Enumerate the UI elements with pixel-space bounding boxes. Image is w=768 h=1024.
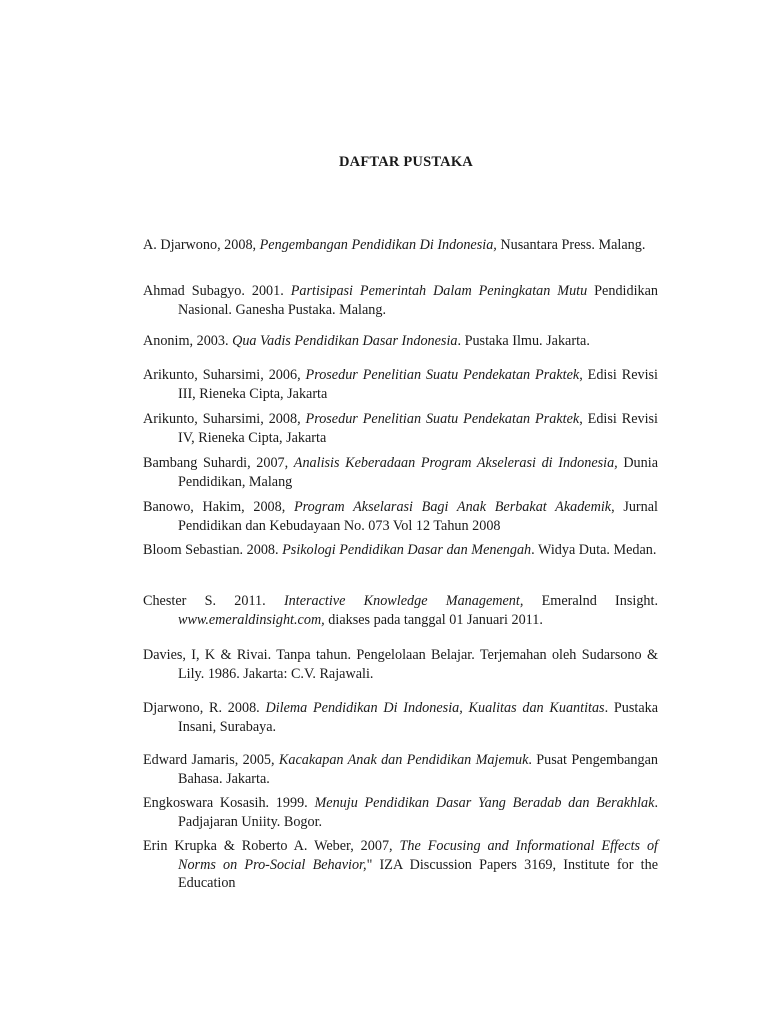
reference-title-text: Prosedur Penelitian Suatu Pendekatan Praktek	[305, 367, 580, 383]
reference-text: Djarwono, R. 2008.	[143, 700, 266, 716]
reference-text: " IZA Discussion Papers 3169, Institute for the Education	[178, 856, 658, 891]
reference-text: Engkoswara Kosasih. 1999.	[143, 795, 315, 811]
reference-title-text: www.emeraldinsight.com,	[178, 611, 325, 628]
reference-text: Banowo, Hakim, 2008,	[143, 499, 294, 515]
reference-text: Arikunto, Suharsimi, 2006,	[143, 367, 306, 383]
reference-text: Bloom Sebastian. 2008.	[143, 542, 283, 558]
reference-text: Ahmad Subagyo. 2001.	[143, 283, 291, 299]
reference-title-text: Analisis Keberadaan Program Akselerasi di Indonesia,	[293, 455, 618, 471]
reference-text: Pendidikan Nasional. Ganesha Pustaka. Malang.	[178, 283, 658, 318]
reference-text: Bambang Suhardi, 2007,	[143, 455, 294, 471]
reference-title-text: Program Akselarasi Bagi Anak Berbakat Akademik	[293, 499, 612, 515]
reference-entry	[143, 332, 658, 351]
reference-text: diakses pada tanggal 01 Januari 2011.	[324, 611, 543, 628]
reference-entry	[143, 794, 658, 831]
reference-text: Erin Krupka & Roberto A. Weber, 2007,	[143, 838, 400, 854]
reference-entry	[143, 498, 658, 535]
reference-text: . Widya Duta. Medan.	[531, 542, 657, 558]
reference-text: Edward Jamaris, 2005,	[143, 752, 279, 768]
reference-text: A. Djarwono, 2008,	[143, 237, 260, 253]
reference-text: . Padjajaran Uniity. Bogor.	[178, 795, 658, 830]
page-title: DAFTAR PUSTAKA	[339, 154, 473, 170]
reference-entry	[143, 699, 658, 736]
reference-entry	[143, 410, 658, 447]
reference-title-text: Partisipasi Pemerintah Dalam Peningkatan Mutu	[290, 283, 588, 299]
reference-entry	[143, 366, 658, 403]
reference-entry	[143, 282, 658, 319]
reference-text: , Edisi Revisi III, Rieneka Cipta, Jakarta	[178, 367, 658, 402]
reference-text: Emeralnd Insight.	[523, 593, 658, 609]
reference-text: . Pusat Pengembangan Bahasa. Jakarta.	[178, 752, 659, 787]
reference-entry	[143, 236, 658, 255]
reference-entry	[143, 646, 658, 683]
reference-text: . Pustaka Ilmu. Jakarta.	[457, 333, 590, 349]
reference-text: Chester S. 2011.	[143, 593, 284, 609]
reference-text: . Pustaka Insani, Surabaya.	[178, 700, 659, 735]
reference-text: Nusantara Press. Malang.	[496, 237, 646, 253]
reference-text: , Jurnal Pendidikan dan Kebudayaan No. 073 Vol 12 Tahun 2008	[178, 499, 658, 534]
reference-title-text: The Focusing and Informational Effects of Norms on Pro-Social Behavior,	[178, 838, 658, 873]
reference-text: Arikunto, Suharsimi, 2008,	[143, 411, 306, 427]
reference-entry	[143, 541, 658, 560]
reference-text: Davies, I, K & Rivai. Tanpa tahun. Pengelolaan Belajar. Terjemahan oleh Sudarsono & Lily. 1986. Jakarta: C.V. Rajawali.	[143, 647, 658, 682]
reference-title-text: Kacakapan Anak dan Pendidikan Majemuk	[278, 752, 529, 768]
reference-title-text: Pengembangan Pendidikan Di Indonesia,	[259, 237, 497, 253]
reference-entry	[143, 454, 658, 491]
reference-text: Anonim, 2003.	[143, 333, 233, 349]
reference-text: , Edisi Revisi IV, Rieneka Cipta, Jakarta	[178, 411, 658, 446]
reference-title-text: Psikologi Pendidikan Dasar dan Menengah	[282, 542, 532, 558]
reference-text: Dunia Pendidikan, Malang	[178, 455, 658, 490]
reference-entry	[143, 592, 658, 629]
reference-entry	[143, 751, 658, 788]
reference-title-text: Qua Vadis Pendidikan Dasar Indonesia	[232, 333, 458, 349]
reference-title-text: Dilema Pendidikan Di Indonesia, Kualitas dan Kuantitas	[265, 700, 605, 716]
reference-entry	[143, 837, 658, 893]
reference-title-text: Interactive Knowledge Management,	[283, 593, 524, 609]
reference-title-text: Prosedur Penelitian Suatu Pendekatan Praktek	[305, 411, 580, 427]
reference-title-text: Menuju Pendidikan Dasar Yang Beradab dan Berakhlak	[314, 795, 655, 811]
